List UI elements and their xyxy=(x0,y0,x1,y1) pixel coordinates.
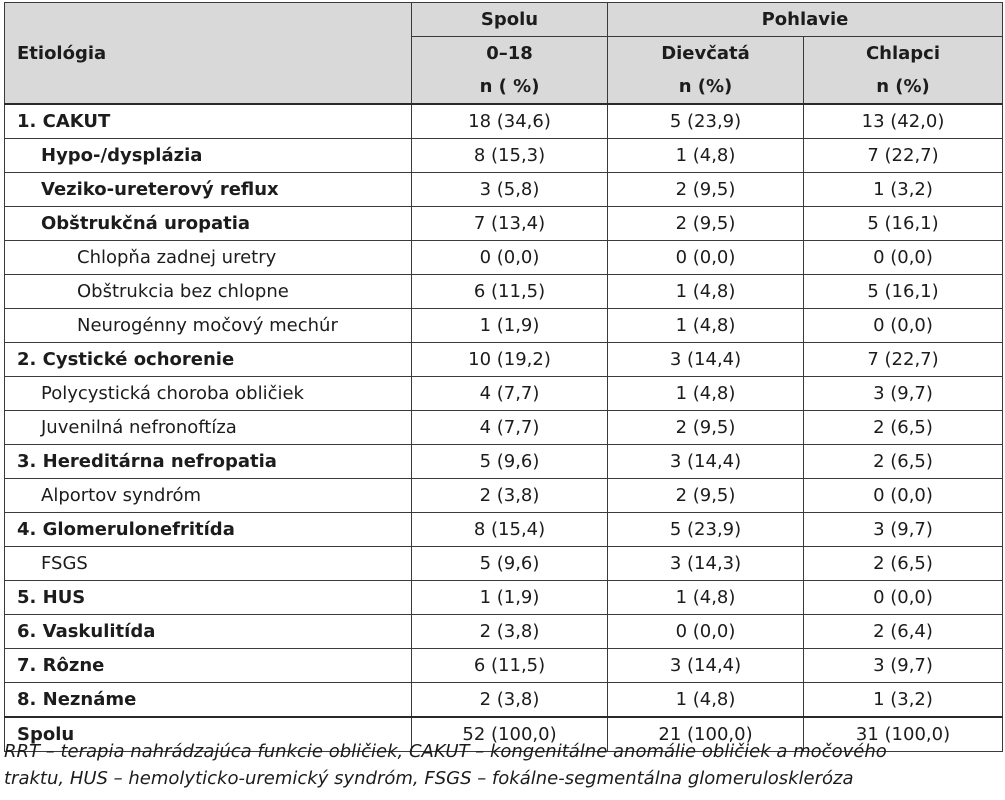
cell-boys: 0 (0,0) xyxy=(804,479,1003,513)
cell-girls: 5 (23,9) xyxy=(608,104,804,139)
cell-boys: 7 (22,7) xyxy=(804,343,1003,377)
etiology-table xyxy=(4,2,1003,752)
cell-total: 4 (7,7) xyxy=(412,411,608,445)
cell-girls: 0 (0,0) xyxy=(608,615,804,649)
row-label: Juvenilná nefronoftíza xyxy=(5,411,412,445)
table-row xyxy=(5,139,1003,173)
cell-total: 18 (34,6) xyxy=(412,104,608,139)
header-n-total: n ( %) xyxy=(412,70,608,104)
cell-girls: 3 (14,4) xyxy=(608,343,804,377)
cell-total: 4 (7,7) xyxy=(412,377,608,411)
table-row xyxy=(5,513,1003,547)
cell-total: 5 (9,6) xyxy=(412,547,608,581)
cell-girls: 1 (4,8) xyxy=(608,139,804,173)
row-label: 8. Neznáme xyxy=(5,683,412,718)
table-row xyxy=(5,377,1003,411)
table-row xyxy=(5,104,1003,139)
cell-boys: 2 (6,5) xyxy=(804,411,1003,445)
row-label: Alportov syndróm xyxy=(5,479,412,513)
footnote-line-1: RRT – terapia nahrádzajúca funkcie obličiek, CAKUT – kongenitálne anomálie obličiek a močového xyxy=(4,741,887,762)
row-label: 4. Glomerulonefritída xyxy=(5,513,412,547)
cell-boys: 0 (0,0) xyxy=(804,309,1003,343)
table-row xyxy=(5,343,1003,377)
header-girls: Dievčatá xyxy=(608,37,804,71)
table-row xyxy=(5,411,1003,445)
header-total: Spolu xyxy=(412,3,608,37)
row-label: 7. Rôzne xyxy=(5,649,412,683)
cell-total: 2 (3,8) xyxy=(412,683,608,718)
cell-total: 1 (1,9) xyxy=(412,581,608,615)
cell-girls: 1 (4,8) xyxy=(608,581,804,615)
table-row xyxy=(5,649,1003,683)
table-header xyxy=(5,3,1003,105)
cell-total: 5 (9,6) xyxy=(412,445,608,479)
cell-boys: 5 (16,1) xyxy=(804,275,1003,309)
cell-girls: 21 (100,0) xyxy=(608,717,804,752)
cell-girls: 1 (4,8) xyxy=(608,309,804,343)
row-label: 5. HUS xyxy=(5,581,412,615)
cell-girls: 2 (9,5) xyxy=(608,479,804,513)
table-footnote xyxy=(4,738,1002,792)
cell-total: 3 (5,8) xyxy=(412,173,608,207)
cell-girls: 5 (23,9) xyxy=(608,513,804,547)
table-row xyxy=(5,683,1003,718)
cell-total: 52 (100,0) xyxy=(412,717,608,752)
cell-total: 10 (19,2) xyxy=(412,343,608,377)
cell-total: 8 (15,3) xyxy=(412,139,608,173)
table-row xyxy=(5,615,1003,649)
cell-boys: 5 (16,1) xyxy=(804,207,1003,241)
footnote-line-2: traktu, HUS – hemolyticko-uremický syndróm, FSGS – fokálne-segmentálna glomeruloskleróza xyxy=(4,768,854,789)
cell-boys: 0 (0,0) xyxy=(804,581,1003,615)
cell-boys: 2 (6,5) xyxy=(804,547,1003,581)
row-label: 2. Cystické ochorenie xyxy=(5,343,412,377)
row-label: Hypo-/dysplázia xyxy=(5,139,412,173)
row-label: FSGS xyxy=(5,547,412,581)
row-label: 1. CAKUT xyxy=(5,104,412,139)
cell-girls: 1 (4,8) xyxy=(608,275,804,309)
cell-boys: 3 (9,7) xyxy=(804,649,1003,683)
header-etiology: Etiológia xyxy=(5,3,412,105)
cell-total: 6 (11,5) xyxy=(412,275,608,309)
etiology-table-container xyxy=(4,2,1002,752)
cell-boys: 0 (0,0) xyxy=(804,241,1003,275)
cell-girls: 0 (0,0) xyxy=(608,241,804,275)
cell-total: 2 (3,8) xyxy=(412,479,608,513)
table-body xyxy=(5,104,1003,752)
cell-boys: 7 (22,7) xyxy=(804,139,1003,173)
row-label: Veziko-ureterový reflux xyxy=(5,173,412,207)
cell-total: 1 (1,9) xyxy=(412,309,608,343)
table-row xyxy=(5,581,1003,615)
header-age-range: 0–18 xyxy=(412,37,608,71)
row-label: Chlopňa zadnej uretry xyxy=(5,241,412,275)
cell-girls: 1 (4,8) xyxy=(608,377,804,411)
table-row xyxy=(5,445,1003,479)
cell-girls: 2 (9,5) xyxy=(608,411,804,445)
row-label: Spolu xyxy=(5,717,412,752)
row-label: 6. Vaskulitída xyxy=(5,615,412,649)
cell-total: 2 (3,8) xyxy=(412,615,608,649)
row-label: Polycystická choroba obličiek xyxy=(5,377,412,411)
table-row xyxy=(5,547,1003,581)
table-row xyxy=(5,275,1003,309)
cell-total: 7 (13,4) xyxy=(412,207,608,241)
cell-boys: 13 (42,0) xyxy=(804,104,1003,139)
header-n-girls: n (%) xyxy=(608,70,804,104)
cell-boys: 3 (9,7) xyxy=(804,377,1003,411)
table-row xyxy=(5,207,1003,241)
cell-boys: 2 (6,4) xyxy=(804,615,1003,649)
cell-boys: 1 (3,2) xyxy=(804,173,1003,207)
table-row xyxy=(5,309,1003,343)
cell-girls: 3 (14,4) xyxy=(608,649,804,683)
cell-girls: 1 (4,8) xyxy=(608,683,804,718)
cell-boys: 2 (6,5) xyxy=(804,445,1003,479)
cell-girls: 3 (14,4) xyxy=(608,445,804,479)
header-n-boys: n (%) xyxy=(804,70,1003,104)
cell-total: 6 (11,5) xyxy=(412,649,608,683)
row-label: Obštrukcia bez chlopne xyxy=(5,275,412,309)
cell-boys: 3 (9,7) xyxy=(804,513,1003,547)
cell-girls: 2 (9,5) xyxy=(608,173,804,207)
cell-girls: 2 (9,5) xyxy=(608,207,804,241)
table-row xyxy=(5,241,1003,275)
row-label: Neurogénny močový mechúr xyxy=(5,309,412,343)
cell-total: 0 (0,0) xyxy=(412,241,608,275)
header-sex: Pohlavie xyxy=(608,3,1003,37)
cell-boys: 1 (3,2) xyxy=(804,683,1003,718)
table-row xyxy=(5,479,1003,513)
row-label: Obštrukčná uropatia xyxy=(5,207,412,241)
cell-boys: 31 (100,0) xyxy=(804,717,1003,752)
table-row xyxy=(5,173,1003,207)
row-label: 3. Hereditárna nefropatia xyxy=(5,445,412,479)
cell-girls: 3 (14,3) xyxy=(608,547,804,581)
header-boys: Chlapci xyxy=(804,37,1003,71)
cell-total: 8 (15,4) xyxy=(412,513,608,547)
